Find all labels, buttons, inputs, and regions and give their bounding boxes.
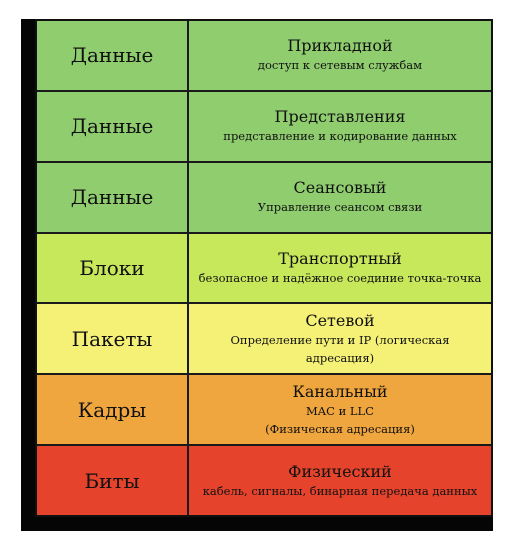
layer-name: Сеансовый <box>293 178 387 198</box>
layer-description: доступ к сетевым службам <box>257 58 423 73</box>
layer-name: Канальный <box>292 381 388 401</box>
data-unit-cell: Данные <box>37 92 189 161</box>
layer-row-network <box>37 304 491 375</box>
data-unit-cell: Пакеты <box>37 304 189 373</box>
layer-description: безопасное и надёжное соединие точка-точка <box>198 271 482 285</box>
layer-cell <box>189 375 491 444</box>
layer-row-datalink <box>37 375 491 446</box>
layer-description: представление и кодирование данных <box>223 129 457 144</box>
data-unit-cell: Данные <box>37 21 189 90</box>
diagram-frame <box>21 19 493 531</box>
layer-name: Прикладной <box>287 36 393 56</box>
layer-row-physical <box>37 446 491 515</box>
data-unit-cell: Данные <box>37 163 189 232</box>
layer-cell <box>189 446 491 515</box>
layer-description: Определение пути и IP (логическая адресация) <box>230 332 450 365</box>
layer-cell <box>189 304 491 373</box>
data-unit-cell: Кадры <box>37 375 189 444</box>
layer-name: Представления <box>274 107 406 127</box>
layer-row-presentation <box>37 92 491 163</box>
data-unit-cell: Биты <box>37 446 189 515</box>
layer-cell <box>189 163 491 232</box>
layer-name: Транспортный <box>278 249 402 268</box>
layer-name: Физический <box>288 461 392 481</box>
layer-row-application <box>37 21 491 92</box>
layer-cell <box>189 234 491 303</box>
layer-cell <box>189 92 491 161</box>
layer-row-session <box>37 163 491 234</box>
data-unit-cell: Блоки <box>37 234 189 303</box>
layer-cell <box>189 21 491 90</box>
layer-description: (Физическая адресация) <box>265 421 415 436</box>
layer-description: Управление сеансом связи <box>257 200 423 215</box>
layer-row-transport <box>37 234 491 305</box>
layer-description: MAC и LLC <box>306 403 374 418</box>
layer-description: кабель, сигналы, бинарная передача данных <box>202 483 478 498</box>
osi-layers-table <box>35 19 493 517</box>
layer-name: Сетевой <box>305 310 375 330</box>
